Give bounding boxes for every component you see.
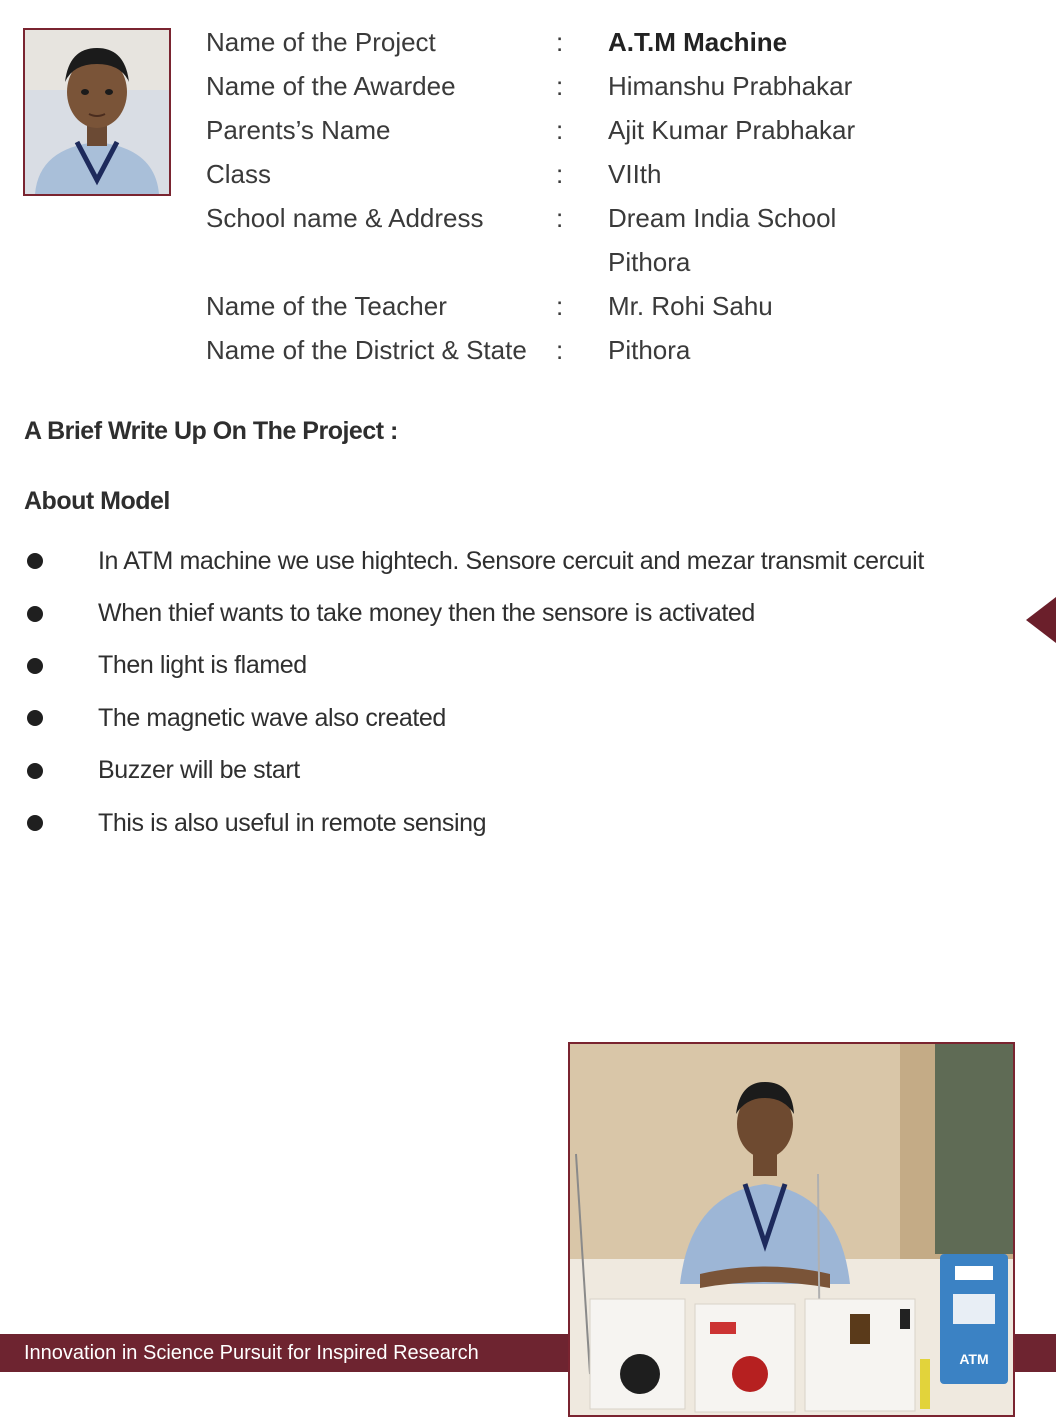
detail-label: Parents’s Name <box>206 114 391 145</box>
detail-value: VIIth <box>608 158 662 189</box>
detail-row-teacher <box>206 284 1026 328</box>
list-item <box>24 745 1004 797</box>
detail-row-class <box>206 152 1026 196</box>
detail-value: A.T.M Machine <box>608 26 788 57</box>
detail-row-district <box>206 328 1026 372</box>
bullet-text: Then light is flamed <box>98 651 307 680</box>
detail-label: School name & Address <box>206 202 484 233</box>
bullet-text: When thief wants to take money then the sensore is activated <box>98 599 755 628</box>
detail-row-school <box>206 196 1026 240</box>
bullet-text: The magnetic wave also created <box>98 703 446 732</box>
bullet-list <box>24 535 1004 849</box>
writeup-heading: A Brief Write Up On The Project : <box>24 417 398 445</box>
bullet-icon <box>27 815 43 831</box>
bullet-icon <box>27 658 43 674</box>
detail-value: Ajit Kumar Prabhakar <box>608 114 856 145</box>
detail-row-parents <box>206 108 1026 152</box>
detail-value: Pithora <box>608 246 691 277</box>
list-item <box>24 535 1004 587</box>
awardee-details <box>206 20 1026 372</box>
footer-text: Innovation in Science Pursuit for Inspired Research <box>24 1341 479 1364</box>
bullet-text: In ATM machine we use hightech. Sensore cercuit and mezar transmit cercuit <box>98 546 924 575</box>
detail-row-awardee <box>206 64 1026 108</box>
page-tab-arrow-icon <box>1026 597 1056 643</box>
detail-separator: : <box>556 202 564 233</box>
awardee-portrait <box>23 28 171 196</box>
detail-row-project <box>206 20 1026 64</box>
detail-value: Mr. Rohi Sahu <box>608 290 773 321</box>
detail-value: Pithora <box>608 334 691 365</box>
list-item <box>24 797 1004 849</box>
detail-separator: : <box>556 26 564 57</box>
list-item <box>24 587 1004 639</box>
writeup-subheading: About Model <box>24 487 170 515</box>
detail-label: Name of the Project <box>206 26 436 57</box>
list-item <box>24 640 1004 692</box>
bullet-text: This is also useful in remote sensing <box>98 808 487 837</box>
bullet-text: Buzzer will be start <box>98 756 300 785</box>
detail-label: Class <box>206 158 272 189</box>
bullet-icon <box>27 553 43 569</box>
detail-value: Dream India School <box>608 202 837 233</box>
detail-value: Himanshu Prabhakar <box>608 70 853 101</box>
detail-separator: : <box>556 290 564 321</box>
atm-label: ATM <box>959 1351 989 1367</box>
detail-separator: : <box>556 334 564 365</box>
detail-separator: : <box>556 158 564 189</box>
detail-separator: : <box>556 114 564 145</box>
bullet-icon <box>27 606 43 622</box>
bullet-icon <box>27 710 43 726</box>
project-photo <box>568 1042 1015 1417</box>
bullet-icon <box>27 763 43 779</box>
detail-label: Name of the Teacher <box>206 290 447 321</box>
detail-label: Name of the Awardee <box>206 70 456 101</box>
detail-label: Name of the District & State <box>206 334 527 365</box>
list-item <box>24 692 1004 744</box>
detail-separator: : <box>556 70 564 101</box>
detail-row-school-cont <box>206 240 1026 284</box>
